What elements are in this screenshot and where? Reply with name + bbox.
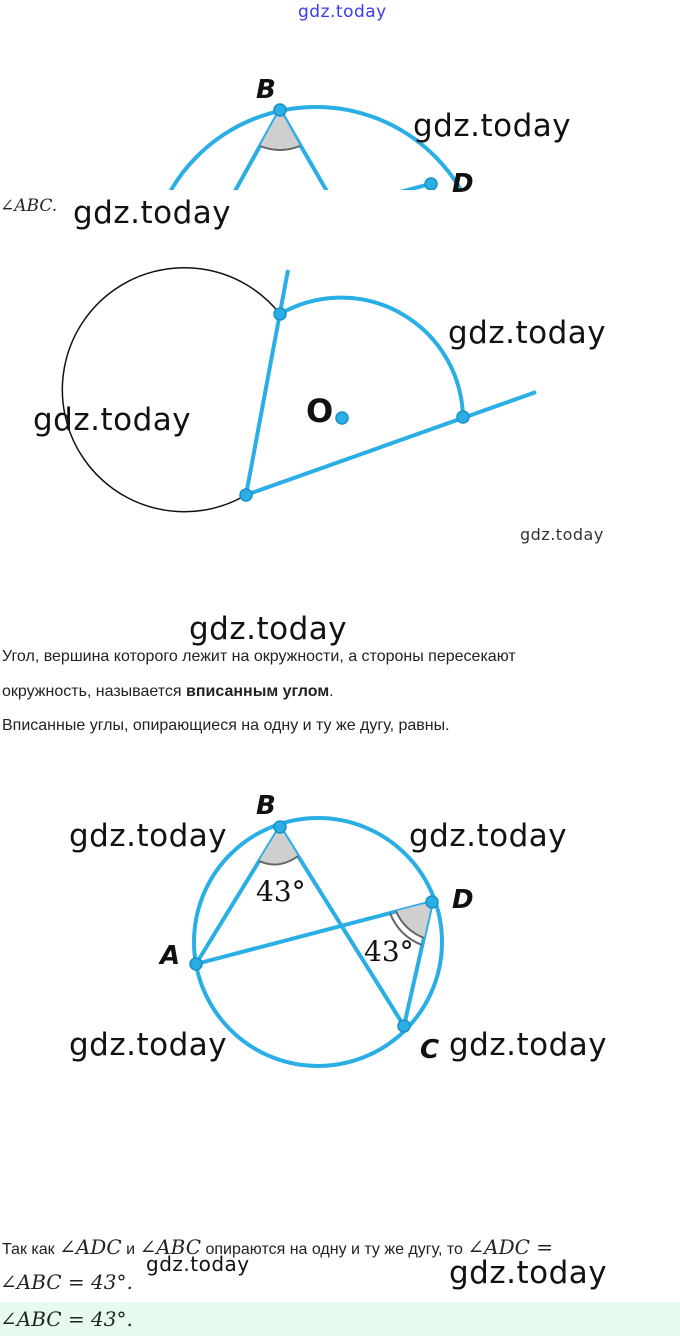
fig1-point-b	[274, 104, 286, 116]
definition-line-2	[2, 683, 334, 701]
fig1-label-d: D	[452, 169, 474, 195]
solution-text-2: и	[121, 1241, 140, 1258]
fig1-side-right	[280, 110, 332, 195]
caption-1-angle: ∠ABC.	[0, 196, 58, 216]
figure-1-partial-circle	[0, 60, 680, 195]
theorem-text: Вписанные углы, опирающиеся на одну и ту же дугу, равны.	[2, 717, 450, 734]
fig3-label-b: B	[256, 791, 276, 821]
fig3-angle-d-value: 43°	[364, 935, 414, 968]
watermark: gdz.today	[409, 818, 568, 854]
watermark: gdz.today	[69, 1027, 228, 1063]
watermark: gdz.today	[189, 611, 348, 647]
fig3-point-c	[398, 1020, 410, 1032]
watermark: gdz.today	[73, 195, 232, 231]
fig2-point-top	[274, 308, 286, 320]
fig3-angle-b-value: 43°	[256, 875, 306, 908]
fig3-label-c: C	[420, 1035, 440, 1065]
solution-math-abc: ∠ABC	[139, 1235, 202, 1259]
solution-text-1: Так как	[2, 1241, 60, 1258]
definition-line-2-prefix: окружность, называется	[2, 683, 187, 700]
fig1-point-d	[425, 178, 437, 190]
answer-text: ∠ABC = 43°.	[0, 1307, 133, 1331]
fig3-label-d: D	[452, 885, 474, 915]
fig1-side-left	[230, 110, 280, 195]
definition-line-1: Угол, вершина которого лежит на окружности, а стороны пересекают	[2, 648, 516, 665]
solution-line-2: ∠ABC = 43°.	[0, 1270, 133, 1294]
fig3-point-a	[190, 958, 202, 970]
answer-box	[0, 1302, 680, 1336]
solution-math-adc-eq: ∠ADC =	[467, 1235, 554, 1259]
fig3-point-b	[274, 821, 286, 833]
watermark: gdz.today	[69, 818, 228, 854]
solution-text-3: опираются на одну и ту же дугу, то	[201, 1241, 468, 1258]
fig2-circle-black-arc	[62, 268, 280, 512]
watermark-top: gdz.today	[298, 2, 387, 22]
watermark: gdz.today	[520, 525, 604, 544]
fig2-line-1	[246, 270, 288, 495]
watermark: gdz.today	[413, 108, 572, 144]
solution-math-adc: ∠ADC	[59, 1235, 122, 1259]
fig2-label-o: O	[306, 392, 334, 430]
fig2-line-2	[246, 392, 536, 495]
fig2-center-point	[336, 412, 348, 424]
watermark: gdz.today	[449, 1255, 608, 1291]
fig2-point-bottom	[240, 489, 252, 501]
watermark: gdz.today	[448, 315, 607, 351]
fig3-label-a: A	[160, 941, 181, 971]
definition-line-2-suffix: .	[329, 683, 334, 700]
definition-term: вписанным углом	[186, 683, 330, 700]
fig3-point-d	[426, 896, 438, 908]
watermark: gdz.today	[449, 1027, 608, 1063]
fig1-label-b: B	[256, 75, 276, 105]
watermark: gdz.today	[146, 1252, 250, 1276]
watermark: gdz.today	[33, 402, 192, 438]
fig2-point-right	[457, 411, 469, 423]
